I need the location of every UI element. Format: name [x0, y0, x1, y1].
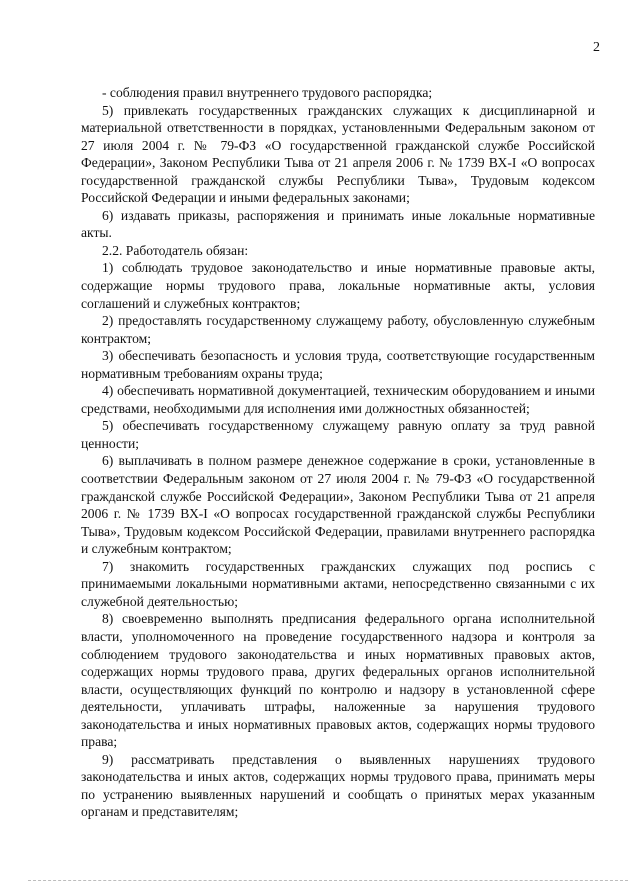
- paragraph-employer-right-5: 5) привлекать государственных гражданских служащих к дисциплинарной и материальной ответственности в порядках, установленными Федеральным законом от 27 июля 2004 г. № 79-ФЗ «О государственной гражданской службе Российской Федерации», Законом Республики Тыва от 21 апреля 2006 г. № 1739 ВХ-I «О вопросах государственной гражданской службы Республики Тыва», Трудовым кодексом Российской Федерации и иными федеральных законами;: [81, 102, 595, 206]
- paragraph-duty-6: 6) выплачивать в полном размере денежное содержание в сроки, установленные в соответствии Федеральным законом от 27 июля 2004 г. № 79-ФЗ «О государственной гражданской службе Российской Федерации», Законом Республики Тыва от 21 апреля 2006 г. № 1739 ВХ-I «О вопросах государственной гражданской службы Республики Тыва», Трудовым кодексом Российской Федерации, правилами внутреннего распорядка и служебным контрактом;: [81, 453, 595, 557]
- paragraph-duty-7: 7) знакомить государственных гражданских служащих под роспись с принимаемыми локальными нормативными актами, непосредственно связанными с их служебной деятельностью;: [81, 558, 595, 609]
- paragraph-duty-5: 5) обеспечивать государственному служащему равную оплату за труд равной ценности;: [81, 418, 595, 451]
- paragraph-duty-2: 2) предоставлять государственному служащему работу, обусловленную служебным контрактом;: [81, 313, 595, 346]
- paragraph-employer-right-6: 6) издавать приказы, распоряжения и принимать иные локальные нормативные акты.: [81, 207, 595, 241]
- document-body: [81, 84, 595, 821]
- paragraph-duty-9: 9) рассматривать представления о выявленных нарушениях трудового законодательства и иных актов, содержащих нормы трудового права, принимать меры по устранению выявленных нарушений и сообщать о принятых мерах указанным органам и представителям;: [81, 751, 595, 820]
- paragraph-internal-rules: - соблюдения правил внутреннего трудового распорядка;: [102, 85, 433, 100]
- paragraph-duty-4: 4) обеспечивать нормативной документацией, техническим оборудованием и иными средствами, необходимыми для исполнения ими должностных обязанностей;: [81, 383, 595, 416]
- section-heading-2-2: 2.2. Работодатель обязан:: [102, 242, 249, 258]
- scan-edge-line: [28, 880, 628, 881]
- page-number: 2: [593, 40, 600, 55]
- paragraph-duty-1: 1) соблюдать трудовое законодательство и иные нормативные правовые акты, содержащие нормы трудового права, локальные нормативные акты, условия соглашений и служебных контрактов;: [81, 260, 595, 311]
- paragraph-duty-8: 8) своевременно выполнять предписания федерального органа исполнительной власти, уполномоченного на проведение государственного надзора и контроля за соблюдением трудового законодательства и иных нормативных правовых актов, содержащих нормы трудового права, других федеральных органов исполнительной власти, осуществляющих функций по контролю и надзору в установленной сфере деятельности, уплачивать штрафы, наложенные за нарушения трудового законодательства и иных нормативных правовых актов, содержащих нормы трудового права;: [81, 611, 595, 750]
- paragraph-duty-3: 3) обеспечивать безопасность и условия труда, соответствующие государственным нормативным требованиям охраны труда;: [81, 348, 595, 381]
